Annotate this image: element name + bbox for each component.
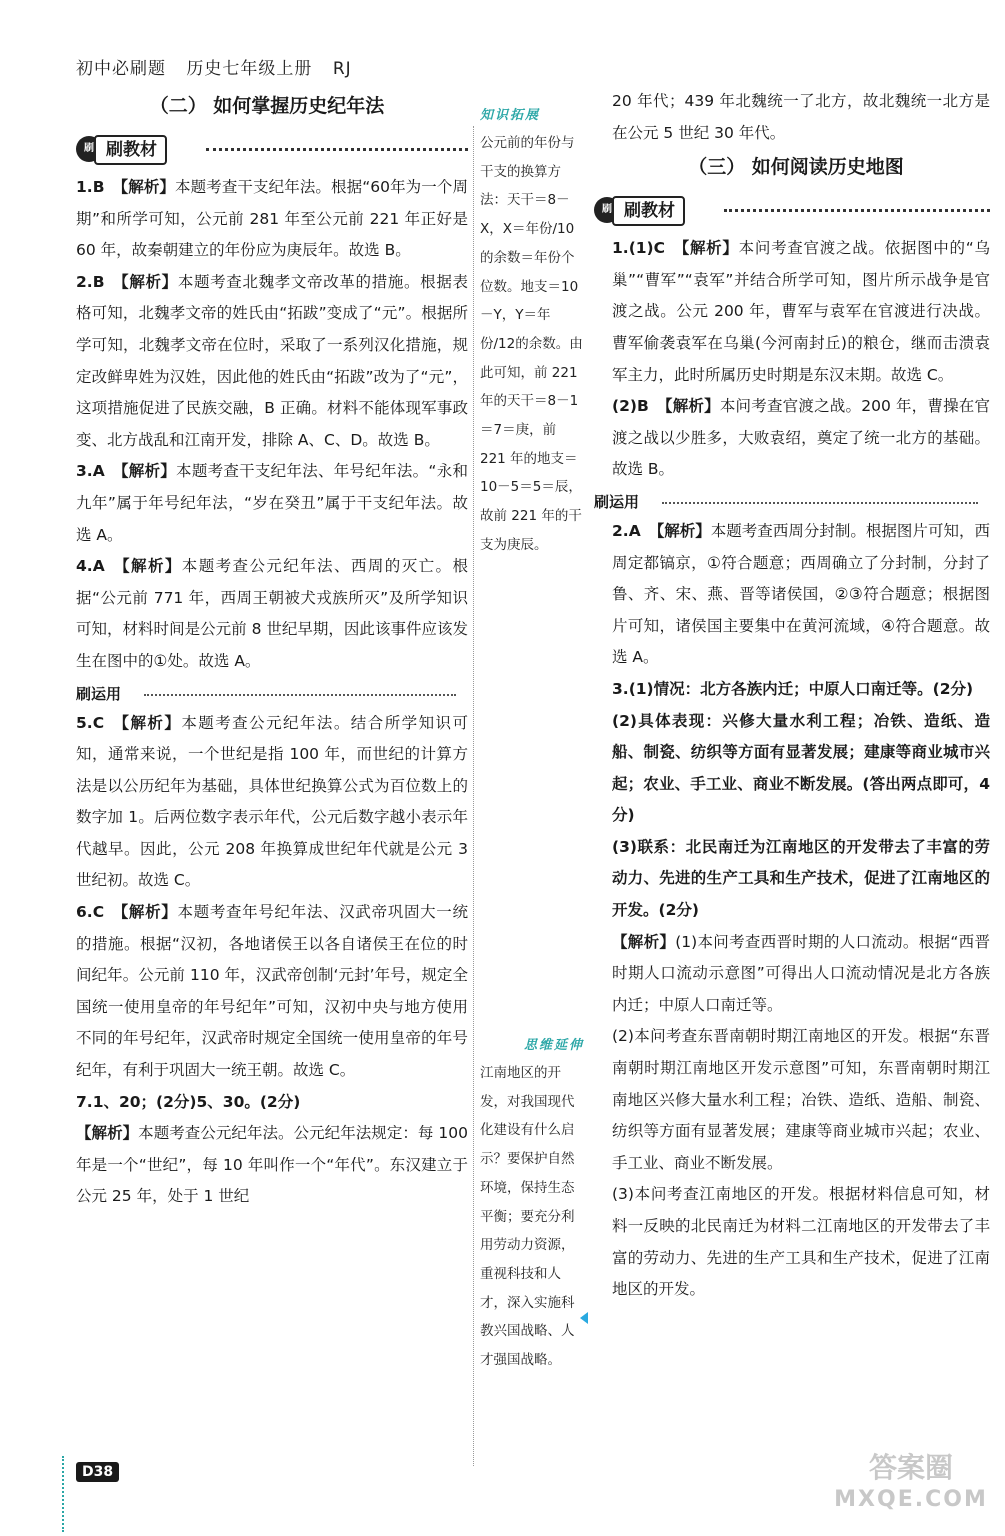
answer: B: [92, 178, 105, 196]
right-column: [594, 88, 990, 1306]
banner-textbook: [76, 132, 468, 166]
side-note-text: 江南地区的开发，对我国现代化建设有什么启示？要保护自然环境，保持生态平衡；要充分利用劳动力资源，重视科技和人才，深入实施科教兴国战略、人才强国战略。: [480, 1065, 575, 1369]
brush-logo-icon: 刷: [594, 197, 620, 223]
answer: 1、20；(2分)5、30。(2分): [92, 1092, 301, 1111]
question-3-part-2: (2)具体表现：兴修大量水利工程；冶铁、造纸、造船、制瓷、纺织等方面有显著发展；建康等商业城市兴起；农业、手工业、商业不断发展。(答出两点即可，4分): [612, 711, 990, 825]
section-title-3: （三） 如何阅读历史地图: [688, 156, 904, 179]
question-3-part-1: 3.(1)情况：北方各族内迁；中原人口南迁等。(2分): [612, 679, 974, 698]
brush-logo-icon: 刷: [76, 136, 102, 162]
question-1: 1.B 【解析】本题考查干支纪年法。根据“60年为一个周期”和所学可知，公元前 281 年至公元前 221 年正好是 60 年，故秦朝建立的年份应为庚辰年。故选 B。: [76, 178, 468, 260]
question-2: 2.A 【解析】本题考查西周分封制。根据图片可知，西周定都镐京，①符合题意；西周确立了分封制，分封了鲁、齐、宋、燕、晋等诸侯国，②③符合题意；根据图片可知，诸侯国主要集中在黄河流域，④符合题意。故选 A。: [612, 521, 990, 667]
question-3-explanation-3: (3)本问考查江南地区的开发。根据材料信息可知，材料一反映的北民南迁为材料二江南地区的开发带去了丰富的劳动力、先进的生产工具和生产技术，促进了江南地区的开发。: [612, 1185, 990, 1299]
side-note-title: 知识拓展: [480, 108, 541, 123]
question-4: 4.A 【解析】本题考查公元纪年法、西周的灭亡。根据“公元前 771 年，西周王朝被犬戎族所灭”及所学知识可知，材料时间是公元前 8 世纪早期，因此该事件应该发生在图中的①处。故选 A。: [76, 557, 468, 670]
answer: (2)B: [612, 397, 649, 416]
subhead-practice: 刷运用: [594, 488, 990, 516]
margin-divider: [473, 126, 474, 1466]
book-name: 初中必刷题: [76, 59, 166, 79]
question-3-explanation-1: 【解析】(1)本问考查西晋时期的人口流动。根据“西晋时期人口流动示意图”可得出人口流动情况是北方各族内迁；中原人口南迁等。: [612, 932, 990, 1014]
question-7: 7.1、20；(2分)5、30。(2分): [76, 1092, 301, 1111]
answer: B: [92, 272, 105, 291]
question-3: 3.A 【解析】本题考查干支纪年法、年号纪年法。“永和九年”属于年号纪年法，“岁在癸丑”属于干支纪年法。故选 A。: [76, 462, 468, 544]
question-6: 6.C 【解析】本题考查年号纪年法、汉武帝巩固大一统的措施。根据“汉初，各地诸侯王以各自诸侯王在位的时间纪年。公元前 110 年，汉武帝创制‘元封’年号，规定全国统一使用皇帝的年号纪年”可知，汉初中央与地方使用不同的年号纪年，汉武帝时规定全国统一使用皇帝的年号纪年，有利于巩固大一统王朝。故选 C。: [76, 903, 468, 1080]
question-2: 2.B 【解析】本题考查北魏孝文帝改革的措施。根据表格可知，北魏孝文帝的姓氏由“拓跋”变成了“元”。根据所学可知，北魏孝文帝在位时，采取了一系列汉化措施，规定改鲜卑姓为汉姓，因此他的姓氏由“拓跋”改为了“元”，这项措施促进了民族交融，B 正确。材料不能体现军事政变、北方战乱和江南开发，排除 A、C、D。故选 B。: [76, 272, 468, 449]
running-header: [76, 54, 366, 79]
subject-name: 历史七年级上册: [186, 59, 313, 79]
edition-label: RJ: [332, 59, 352, 79]
page-number: D38: [76, 1462, 119, 1482]
side-note-thinking: [480, 1034, 584, 1375]
side-note-knowledge: [480, 104, 584, 560]
question-3-part-3: (3)联系：北民南迁为江南地区的开发带去了丰富的劳动力、先进的生产工具和生产技术，促进了江南地区的开发。(2分): [612, 837, 990, 920]
answer: A: [92, 557, 105, 576]
dotted-rule: [144, 694, 456, 696]
side-note-title: 思维延伸: [523, 1038, 584, 1053]
question-7-explanation: 【解析】本题考查公元纪年法。公元纪年法规定：每 100 年是一个“世纪”，每 10 年叫作一个“年代”。东汉建立于公元 25 年，处于 1 世纪: [76, 1124, 468, 1206]
question-1-part-1: 1.(1)C 【解析】本问考查官渡之战。依据图中的“乌巢”“曹军”“袁军”并结合所学可知，图片所示战争是官渡之战。公元 200 年，曹军与袁军在官渡进行决战。曹军偷袭袁军在乌巢(今河南封丘)的粮仓，继而击溃袁军主力，此时所属历史时期是东汉末期。故选 C。: [612, 239, 990, 384]
watermark-logo: 答案圈 MXQE.COM: [834, 1451, 988, 1512]
dotted-rule: [662, 502, 978, 504]
answer: A: [628, 521, 641, 540]
banner-label: 刷教材: [612, 196, 685, 226]
question-5: 5.C 【解析】本题考查公元纪年法。结合所学知识可知，通常来说，一个世纪是指 100 年，而世纪的计算方法是以公历纪年为基础，具体世纪换算公式为百位数上的数字加 1。后两位数字表示年代，公元后数字越小表示年代越早。因此，公元 208 年换算成世纪年代就是公元 3 世纪初。故选 C。: [76, 713, 468, 890]
banner-label: 刷教材: [94, 135, 167, 165]
dotted-rule: [724, 209, 990, 212]
dotted-rule: [206, 148, 468, 151]
answer: C: [92, 713, 105, 732]
answer: A: [92, 462, 105, 481]
footer-dotted-rule: [62, 1456, 64, 1532]
banner-textbook: [594, 193, 990, 227]
answer: (1)C: [628, 239, 666, 258]
section-title-2: （二） 如何掌握历史纪年法: [149, 95, 385, 117]
question-1-part-2: (2)B 【解析】本问考查官渡之战。200 年，曹操在官渡之战以少胜多，大败袁绍，奠定了统一北方的基础。故选 B。: [612, 397, 990, 479]
answer: C: [92, 903, 105, 922]
subhead-practice: 刷运用: [76, 680, 468, 708]
left-column: [76, 88, 468, 1213]
question-3-explanation-2: (2)本问考查东晋南朝时期江南地区的开发。根据“东晋南朝时期江南地区开发示意图”可知，东晋南朝时期江南地区兴修大量水利工程；冶铁、造纸、造船、制瓷、纺织等方面有显著发展；建康等商业城市兴起；农业、手工业、商业不断发展。: [612, 1027, 990, 1172]
pointer-triangle-icon: [580, 1312, 588, 1324]
side-note-text: 公元前的年份与干支的换算方法：天干＝8－X，X＝年份/10的余数＝年份个位数。地支＝10－Y，Y＝年份/12的余数。由此可知，前 221 年的天干＝8－1＝7＝庚，前 221 年的地支＝10－5＝5＝辰，故前 221 年的干支为庚辰。: [480, 135, 583, 553]
continued-text: 20 年代；439 年北魏统一了北方，故北魏统一北方是在公元 5 世纪 30 年代。: [612, 92, 990, 142]
